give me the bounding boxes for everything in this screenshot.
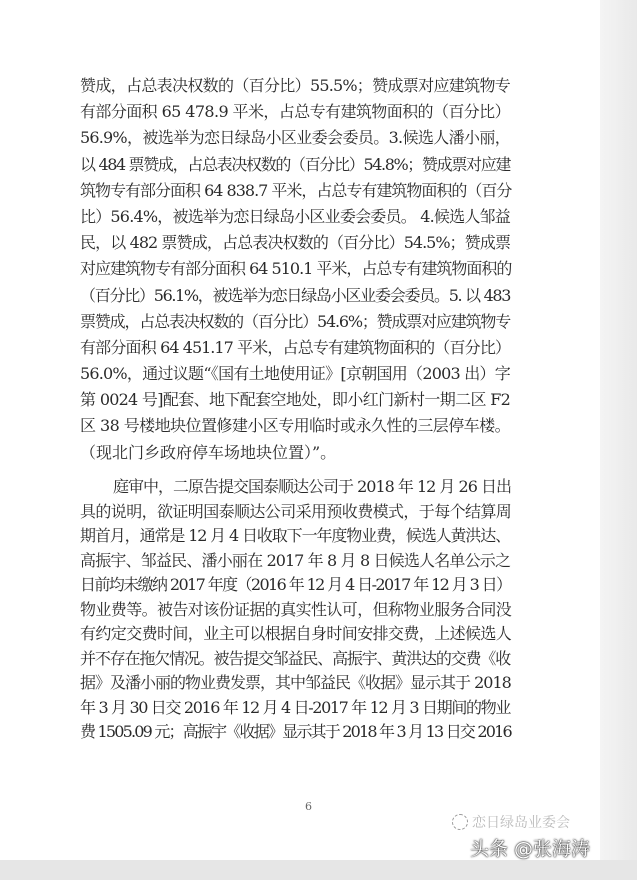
text-line: 高振宇、邹益民、潘小丽在 2017 年 8 月 8 日候选人名单公示之 bbox=[80, 550, 510, 570]
watermark-source: 恋日绿岛业委会 bbox=[472, 815, 570, 831]
text-line: （百分比）56.1%，被选举为恋日绿岛小区业委会委员。5. 以 483 bbox=[80, 285, 510, 305]
text-line: 据》及潘小丽的物业费发票，其中邹益民《收据》显示其于 2018 bbox=[80, 673, 511, 692]
text-line: 庭审中，二原告提交国泰顺达公司于 2018 年 12 月 26 日出 bbox=[113, 477, 511, 496]
text-line: 以 484 票赞成，占总表决权数的（百分比）54.8%；赞成票对应建 bbox=[80, 154, 510, 174]
text-line: 费 1505.09 元；高振宇《收据》显示其于 2018 年 3 月 13 日交 2016 bbox=[80, 722, 511, 741]
text-line: 并不存在拖欠情况。被告提交邹益民、高振宇、黄洪达的交费《收 bbox=[80, 648, 510, 668]
text-line: 区 38 号楼地块位置修建小区专用临时或永久性的三层停车楼。 bbox=[80, 416, 510, 436]
text-line: 年 3 月 30 日交 2016 年 12 月 4 日-2017 年 12 月 3 日期间的物业 bbox=[80, 697, 510, 717]
scan-edge bbox=[600, 0, 637, 880]
text-line: 56.9%，被选举为恋日绿岛小区业委会委员。3.候选人潘小丽， bbox=[80, 128, 510, 148]
watermark-author: 头条 @张海涛 bbox=[470, 838, 591, 860]
text-line: 对应建筑物专有部分面积 64 510.1 平米，占总专有建筑物面积的 bbox=[80, 259, 512, 279]
text-line: 民，以 482 票赞成，占总表决权数的（百分比）54.5%；赞成票 bbox=[80, 233, 510, 253]
scan-bottom bbox=[0, 860, 637, 880]
text-line: 第 0024 号]配套、地下配套空地处，即小红门新村一期二区 F2 bbox=[80, 390, 510, 410]
wechat-logo-icon bbox=[452, 814, 468, 830]
paragraph-court-hearing bbox=[80, 475, 510, 745]
text-line: 有部分面积 65 478.9 平米，占总专有建筑物面积的（百分比） bbox=[80, 102, 510, 122]
text-line: 56.0%，通过议题“《国有土地使用证》[京朝国用（2003 出）字 bbox=[80, 364, 510, 384]
text-line: 筑物专有部分面积 64 838.7 平米，占总专有建筑物面积的（百分 bbox=[80, 180, 512, 200]
text-line: 票赞成，占总表决权数的（百分比）54.6%；赞成票对应建筑物专 bbox=[80, 311, 510, 331]
paragraph-election-results bbox=[80, 73, 510, 466]
text-line: 具的说明，欲证明国泰顺达公司采用预收费模式，于每个结算周 bbox=[80, 501, 512, 521]
text-line: 物业费等。被告对该份证据的真实性认可，但称物业服务合同没 bbox=[80, 599, 512, 619]
text-line: 比）56.4%，被选举为恋日绿岛小区业委会委员。 4.候选人邹益 bbox=[80, 206, 510, 226]
text-line: 日前均未缴纳 2017 年度（2016 年 12 月 4 日-2017 年 12 月 3 日） bbox=[80, 575, 511, 594]
text-line: （现北门乡政府停车场地块位置）”。 bbox=[80, 442, 337, 462]
text-line: 期首月，通常是 12 月 4 日收取下一年度物业费，候选人黄洪达、 bbox=[80, 526, 510, 545]
text-line: 有约定交费时间，业主可以根据自身时间安排交费，上述候选人 bbox=[80, 624, 512, 643]
text-line: 赞成，占总表决权数的（百分比）55.5%；赞成票对应建筑物专 bbox=[80, 76, 510, 95]
page-number: 6 bbox=[305, 800, 312, 813]
text-line: 有部分面积 64 451.17 平米，占总专有建筑物面积的（百分比） bbox=[80, 337, 510, 357]
